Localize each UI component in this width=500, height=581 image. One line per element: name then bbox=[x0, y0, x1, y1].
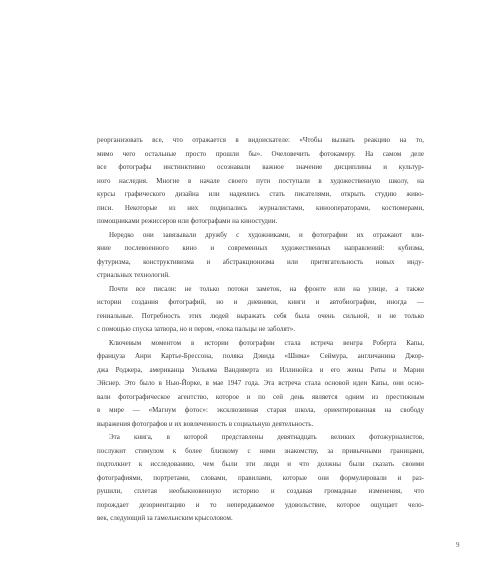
text-line: джа Роджера, американца Уильяма Вандиверта из Иллинойса и его жены Риты и Марии bbox=[97, 365, 424, 374]
text-line: Эта книга, в которой представлены девятнадцать великих фотожурналистов, bbox=[109, 433, 424, 441]
text-line: мимо чего остальные просто прошли бы». Очеловечить фотокамеру. На самом деле bbox=[97, 149, 424, 158]
text-line: в мире — «Магнум фотос»: эксклюзивная старая школа, ориентированная на свободу bbox=[97, 406, 424, 414]
text-line: ного наследия. Многие в начале своего пути поступали в художественную школу, на bbox=[97, 176, 424, 185]
paragraph bbox=[97, 229, 424, 283]
text-line: фотографиями, портретами, словами, правилами, которые они формулировали и раз- bbox=[97, 473, 424, 482]
text-line: курсы графического дизайна или надеялись стать писателями, открыть студию живо- bbox=[97, 190, 424, 198]
text-line: Эйснер. Это было в Нью-Йорке, в мае 1947 года. Эта встреча стала основой идеи Капы, они осно- bbox=[97, 379, 424, 387]
page-number: 9 bbox=[456, 541, 460, 549]
text-line: выражения фотографов и их вовлеченность в социальную деятельность. bbox=[97, 419, 314, 428]
text-line: помощниками режиссеров или фотографами на киностудии. bbox=[97, 217, 278, 225]
paragraph bbox=[97, 134, 424, 229]
text-line: футуризма, конструктивизма и абстракционизма или притягательность новых инду- bbox=[97, 257, 424, 266]
paragraph bbox=[97, 337, 424, 432]
text-line: Нередко они завязывали дружбу с художниками, и фотографии их отражают вли- bbox=[109, 230, 424, 239]
text-line: вали фотографическое агентство, которое и по сей день является одним из престижным bbox=[97, 392, 424, 401]
text-line: Почти все писали: не только потоки заметок, на фронте или на улице, а также bbox=[109, 284, 424, 293]
paragraph bbox=[97, 431, 424, 526]
text-line: подтолкнет к исследованию, чем были эти люди и что должны были сказать своими bbox=[97, 460, 424, 468]
text-line: Ключевым моментом в истории фотографии стала встреча венгра Роберта Капы, bbox=[109, 338, 424, 347]
text-line: гениальные. Потребность этих людей выражать себя была очень сильной, и не только bbox=[97, 311, 424, 320]
text-line: писи. Некоторые из них подвизались журналистами, кинооператорами, костюмерами, bbox=[97, 203, 424, 212]
text-line: послужит стимулом к более близкому с ними знакомству, за привычными границами, bbox=[97, 446, 424, 455]
text-line: с помощью спуска затвора, но и пером, «пока пальцы не заболят». bbox=[97, 325, 295, 333]
text-line: стриальных технологий. bbox=[97, 271, 170, 279]
text-line: век, следующий за гамельнским крысоловом. bbox=[97, 514, 233, 522]
text-line: истории создания фотографий, но и дневники, книги и автобиографии, иногда — bbox=[97, 298, 424, 306]
text-line: рушили, сплетая необыкновенную историю и создавая громадные изменения, что bbox=[97, 487, 424, 495]
text-line: порождает дезориентацию и то непередаваемое удовольствие, которое ощущает чело- bbox=[97, 500, 424, 509]
text-line: яние послевоенного кино и современных художественных направлений: кубизма, bbox=[97, 244, 424, 252]
text-line: все фотографы инстинктивно осознавали важное значение дисциплины и культур- bbox=[97, 163, 424, 171]
text-line: француза Анри Картье-Брессона, поляка Дэвида «Шима» Сеймура, англичанина Джор- bbox=[97, 352, 424, 360]
paragraph bbox=[97, 283, 424, 337]
page-body-text bbox=[97, 134, 424, 526]
text-line: реорганизовать все, что отражается в видоискателе: «Чтобы вызвать реакцию на то, bbox=[97, 136, 424, 144]
